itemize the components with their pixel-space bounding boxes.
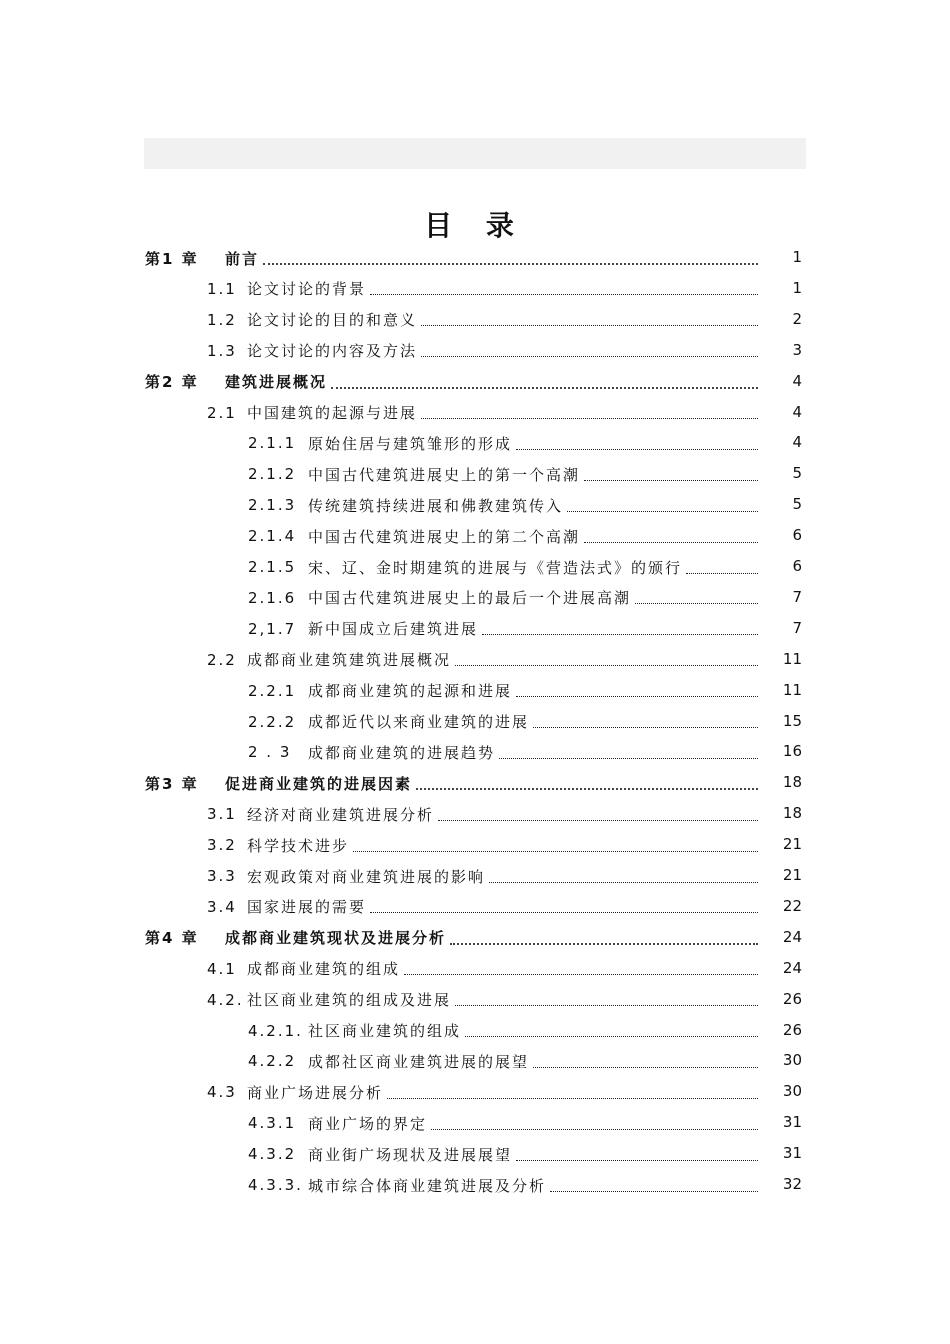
toc-page-number: 21 — [782, 835, 802, 854]
toc-entry-label: 商业广场进展分析 — [247, 1083, 384, 1102]
toc-page-number: 22 — [782, 896, 802, 915]
dot-leader — [516, 447, 758, 450]
toc-entry[interactable] — [248, 1170, 762, 1200]
toc-page-number: 7 — [792, 618, 802, 637]
toc-entry-label: 成都商业建筑的组成 — [247, 960, 401, 979]
toc-page-number: 26 — [782, 989, 802, 1008]
dot-leader — [431, 1127, 758, 1130]
dot-leader — [465, 1034, 758, 1037]
toc-entry-number: 2.1.2 — [248, 465, 297, 484]
toc-entry-number: 3.3 — [207, 867, 237, 885]
dot-leader — [584, 540, 758, 543]
toc-chapter-entry[interactable] — [145, 367, 762, 397]
toc-entry-label: 国家进展的需要 — [247, 898, 367, 917]
toc-entry-number: 2,1.7 — [248, 619, 297, 638]
toc-entry-label: 城市综合体商业建筑进展及分析 — [308, 1176, 547, 1195]
dot-leader — [533, 1065, 758, 1068]
toc-entry[interactable] — [248, 1016, 762, 1046]
toc-entry-number: 4.2. — [207, 990, 244, 1009]
dot-leader — [370, 292, 758, 295]
toc-entry[interactable] — [248, 583, 762, 613]
toc-entry-label: 传统建筑持续进展和佛教建筑传入 — [308, 496, 564, 515]
toc-page-number: 4 — [792, 371, 802, 390]
toc-entry-number: 2.1.3 — [248, 496, 297, 515]
dot-leader — [686, 571, 758, 574]
toc-entry-label: 社区商业建筑的组成 — [308, 1022, 462, 1040]
toc-entry[interactable] — [207, 1077, 762, 1107]
toc-entry-label: 成都社区商业建筑进展的展望 — [308, 1052, 530, 1071]
toc-entry[interactable] — [207, 336, 762, 366]
dot-leader — [567, 509, 758, 512]
toc-entry-number: 2.2 — [207, 650, 237, 669]
toc-entry-label: 成都商业建筑建筑进展概况 — [247, 651, 452, 670]
dot-leader — [353, 849, 758, 852]
toc-entry[interactable] — [207, 645, 762, 675]
toc-chapter-entry[interactable] — [145, 768, 762, 798]
toc-page-number: 32 — [782, 1175, 802, 1193]
toc-entry-number: 4.1 — [207, 959, 237, 978]
toc-entry-label: 中国古代建筑进展史上的最后一个进展高潮 — [308, 589, 632, 608]
toc-entry[interactable] — [207, 861, 762, 891]
toc-entry-number: 4.2.1. — [248, 1021, 303, 1040]
toc-page-number: 30 — [782, 1082, 802, 1101]
dot-leader — [331, 385, 758, 389]
toc-entry-number: 4.3.2 — [248, 1145, 297, 1164]
toc-page-number: 15 — [782, 711, 802, 730]
toc-entry[interactable] — [248, 614, 762, 644]
toc-entry-label: 新中国成立后建筑进展 — [308, 620, 479, 639]
toc-page-number: 18 — [782, 773, 802, 792]
toc-entry-number: 1.3 — [207, 341, 237, 360]
toc-entry-number: 1.1 — [207, 279, 237, 298]
toc-chapter-entry[interactable] — [145, 243, 762, 273]
toc-page-number: 5 — [792, 464, 802, 483]
toc-entry-label: 成都商业建筑的进展趋势 — [308, 743, 496, 762]
toc-page-number: 5 — [792, 495, 802, 514]
toc-entry-number: 4.3 — [207, 1083, 237, 1102]
toc-entry-label: 论文讨论的背景 — [247, 280, 367, 299]
toc-page-number: 3 — [792, 340, 802, 359]
toc-page-number: 30 — [782, 1051, 802, 1070]
dot-leader — [489, 880, 758, 883]
toc-entry-label: 建筑进展概况 — [225, 373, 328, 392]
dot-leader — [550, 1189, 758, 1192]
toc-entry-label: 商业广场的界定 — [308, 1114, 428, 1133]
header-band — [144, 138, 806, 169]
toc-entry-number: 4.3.1 — [248, 1114, 297, 1133]
dot-leader — [455, 663, 758, 666]
toc-page-number: 6 — [792, 557, 802, 575]
toc-entry-label: 社区商业建筑的组成及进展 — [247, 991, 452, 1010]
toc-entry-number: 1.2 — [207, 310, 237, 329]
dot-leader — [584, 478, 758, 481]
dot-leader — [416, 786, 758, 790]
toc-entry-label: 宏观政策对商业建筑进展的影响 — [247, 867, 486, 886]
dot-leader — [635, 601, 758, 604]
toc-entry-number: 3.1 — [207, 805, 237, 824]
toc-page-number: 2 — [792, 309, 802, 328]
toc-entry-number: 2.1.6 — [248, 588, 297, 607]
toc-entry-label: 论文讨论的目的和意义 — [247, 311, 418, 330]
toc-entry-label: 中国古代建筑进展史上的第一个高潮 — [308, 465, 581, 484]
page-title: 目 录 — [424, 209, 526, 242]
toc-entry[interactable] — [248, 428, 762, 458]
toc-page-number: 11 — [782, 680, 802, 699]
toc-page-number: 1 — [792, 248, 802, 266]
toc-entry-number: 4.3.3. — [248, 1176, 303, 1194]
toc-entry-number: 4.2.2 — [248, 1052, 297, 1071]
toc-page-number: 4 — [792, 402, 802, 421]
toc-entry-number: 2.1.1 — [248, 434, 297, 453]
toc-entry-number: 2.1.4 — [248, 527, 297, 546]
toc-entry[interactable] — [248, 737, 762, 767]
toc-page-number: 4 — [792, 433, 802, 452]
toc-entry-number: 第3 章 — [145, 774, 199, 793]
dot-leader — [387, 1096, 758, 1099]
toc-entry[interactable] — [207, 799, 762, 829]
toc-entry[interactable] — [248, 459, 762, 489]
toc-entry-label: 商业街广场现状及进展展望 — [308, 1145, 513, 1164]
toc-page-number: 24 — [782, 927, 802, 946]
dot-leader — [370, 910, 758, 913]
dot-leader — [421, 416, 758, 419]
toc-entry[interactable] — [207, 398, 762, 428]
toc-entry[interactable] — [248, 521, 762, 551]
dot-leader — [516, 1158, 758, 1161]
toc-entry[interactable] — [207, 954, 762, 984]
toc-entry-number: 2.1 — [207, 403, 237, 422]
toc-entry-number: 2.1.5 — [248, 558, 297, 576]
toc-entry[interactable] — [248, 676, 762, 706]
dot-leader — [516, 694, 758, 697]
toc-entry-label: 促进商业建筑的进展因素 — [225, 774, 413, 793]
toc-chapter-entry[interactable] — [145, 923, 762, 953]
toc-page-number: 31 — [782, 1113, 802, 1132]
toc-page-number: 11 — [782, 649, 802, 668]
toc-entry-number: 2 . 3 — [248, 743, 292, 762]
toc-page-number: 7 — [792, 587, 802, 606]
toc-page-number: 26 — [782, 1020, 802, 1039]
dot-leader — [450, 941, 758, 945]
toc-entry-label: 前言 — [225, 249, 260, 268]
toc-entry-label: 科学技术进步 — [247, 836, 350, 855]
toc-entry[interactable] — [248, 1046, 762, 1076]
toc-entry[interactable] — [207, 830, 762, 860]
toc-entry[interactable] — [207, 274, 762, 304]
dot-leader — [438, 818, 758, 821]
toc-page-number: 21 — [782, 866, 802, 884]
toc-page-number: 24 — [782, 958, 802, 977]
toc-entry[interactable] — [248, 1139, 762, 1169]
toc-page-number: 18 — [782, 804, 802, 823]
toc-page-number: 1 — [792, 278, 802, 297]
toc-entry[interactable] — [248, 707, 762, 737]
toc-entry[interactable] — [248, 1108, 762, 1138]
toc-entry-label: 原始住居与建筑雏形的形成 — [308, 434, 513, 453]
toc-page-number: 16 — [782, 742, 802, 761]
toc-entry-label: 成都商业建筑现状及进展分析 — [225, 929, 447, 948]
toc-entry-number: 3.2 — [207, 836, 237, 855]
toc-entry-label: 论文讨论的内容及方法 — [247, 342, 418, 361]
toc-entry-number: 3.4 — [207, 897, 237, 916]
toc-page-number: 6 — [792, 526, 802, 545]
toc-entry[interactable] — [248, 552, 762, 582]
dot-leader — [421, 323, 758, 326]
toc-entry-label: 成都近代以来商业建筑的进展 — [308, 713, 530, 731]
toc-entry-number: 第2 章 — [145, 373, 199, 392]
dot-leader — [455, 1003, 758, 1006]
toc-entry-label: 经济对商业建筑进展分析 — [247, 805, 435, 824]
toc-entry[interactable] — [207, 892, 762, 922]
toc-entry[interactable] — [248, 490, 762, 520]
dot-leader — [263, 261, 758, 265]
toc-entry-label: 中国古代建筑进展史上的第二个高潮 — [308, 527, 581, 546]
toc-entry-label: 中国建筑的起源与进展 — [247, 404, 418, 422]
toc-entry-number: 第1 章 — [145, 249, 199, 268]
dot-leader — [533, 725, 758, 728]
dot-leader — [482, 632, 758, 635]
dot-leader — [499, 756, 758, 759]
dot-leader — [421, 354, 758, 357]
toc-entry-number: 2.2.1 — [248, 681, 297, 700]
toc-entry-number: 2.2.2 — [248, 712, 297, 731]
dot-leader — [404, 972, 758, 975]
toc-entry[interactable] — [207, 985, 762, 1015]
toc-entry[interactable] — [207, 305, 762, 335]
toc-entry-number: 第4 章 — [145, 929, 199, 948]
toc-entry-label: 成都商业建筑的起源和进展 — [308, 682, 513, 701]
toc-page-number: 31 — [782, 1144, 802, 1163]
toc-entry-label: 宋、辽、金时期建筑的进展与《营造法式》的颁行 — [308, 558, 683, 577]
